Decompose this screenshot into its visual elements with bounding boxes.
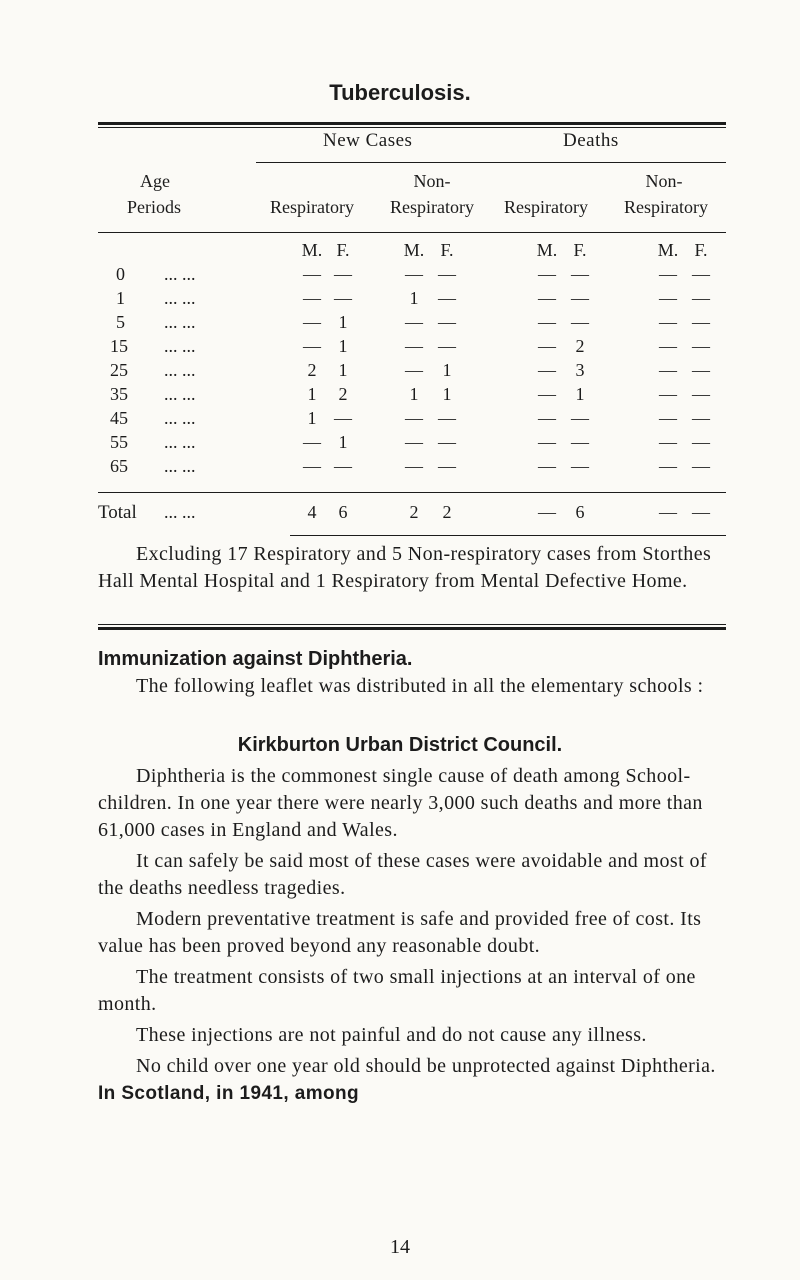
table-cell: — <box>659 336 677 356</box>
table-cell: 6 <box>575 502 585 522</box>
sex-label: M. <box>301 240 323 260</box>
age-label: 25 <box>110 360 128 380</box>
table-cell: — <box>538 336 556 356</box>
sex-label: F. <box>440 240 454 260</box>
table-cell: 3 <box>575 360 585 380</box>
table-cell: — <box>659 456 677 476</box>
table-cell: — <box>438 408 456 428</box>
section-heading: Immunization against Diphtheria. <box>98 648 413 670</box>
leader-dots: ... ... <box>164 360 196 380</box>
table-cell: 1 <box>338 312 348 332</box>
table-cell: — <box>405 336 423 356</box>
table-cell: — <box>303 288 321 308</box>
table-cell: 2 <box>575 336 585 356</box>
page-number: 14 <box>390 1236 410 1258</box>
table-cell: — <box>303 456 321 476</box>
table-cell: — <box>303 336 321 356</box>
col-nonresp2-line1: Non- <box>645 171 683 191</box>
table-cell: — <box>438 336 456 356</box>
sex-label: M. <box>657 240 679 260</box>
header-deaths: Deaths <box>563 130 619 151</box>
table-cell: — <box>405 408 423 428</box>
table-cell: — <box>303 264 321 284</box>
paragraph: Diphtheria is the commonest single cause of death among School-children. In one year there were nearly 3,000 such deaths and more than 61,000 cases in England and Wales. <box>98 765 703 841</box>
bottom-table-rule <box>290 535 726 536</box>
table-cell: — <box>571 456 589 476</box>
sex-label: M. <box>403 240 425 260</box>
paragraph: The treatment consists of two small injections at an interval of one month. <box>98 966 696 1015</box>
table-cell: — <box>438 312 456 332</box>
table-cell: — <box>692 312 710 332</box>
table-cell: — <box>692 360 710 380</box>
paragraph: These injections are not painful and do not cause any illness. <box>136 1024 647 1046</box>
total-label: Total <box>98 502 137 523</box>
leader-dots: ... ... <box>164 336 196 356</box>
excluding-note <box>98 541 726 595</box>
table-cell: — <box>538 384 556 404</box>
table-cell: — <box>538 502 556 522</box>
section-rule-thin <box>98 624 726 625</box>
header-new-cases: New Cases <box>323 130 413 151</box>
table-cell: — <box>659 384 677 404</box>
table-cell: — <box>438 432 456 452</box>
col-resp1: Respiratory <box>270 197 354 217</box>
intro-paragraph <box>98 673 726 700</box>
table-cell: — <box>659 408 677 428</box>
table-cell: — <box>571 408 589 428</box>
group-header-rule <box>256 162 726 163</box>
table-cell: — <box>438 264 456 284</box>
sex-label: F. <box>573 240 587 260</box>
table-cell: — <box>303 432 321 452</box>
col-nonresp1-line2: Respiratory <box>390 197 474 217</box>
leader-dots: ... ... <box>164 384 196 404</box>
table-cell: 1 <box>409 288 419 308</box>
age-label: 45 <box>110 408 128 428</box>
leader-dots: ... ... <box>164 288 196 308</box>
table-cell: — <box>405 456 423 476</box>
table-cell: — <box>659 502 677 522</box>
sex-label: M. <box>536 240 558 260</box>
leaflet-body <box>98 763 726 1107</box>
table-cell: — <box>334 408 352 428</box>
table-cell: — <box>692 432 710 452</box>
table-cell: — <box>659 288 677 308</box>
table-cell: — <box>538 360 556 380</box>
col-resp2: Respiratory <box>504 197 588 217</box>
table-cell: — <box>303 312 321 332</box>
age-label: 35 <box>110 384 128 404</box>
table-cell: — <box>659 360 677 380</box>
table-cell: — <box>659 432 677 452</box>
leader-dots: ... ... <box>164 264 196 284</box>
leader-dots: ... ... <box>164 408 196 428</box>
table-cell: — <box>692 502 710 522</box>
table-cell: 2 <box>338 384 348 404</box>
table-cell: — <box>659 264 677 284</box>
total-rule <box>98 492 726 493</box>
table-cell: — <box>405 432 423 452</box>
table-cell: 1 <box>338 432 348 452</box>
table-cell: 1 <box>442 360 452 380</box>
table-cell: — <box>692 384 710 404</box>
table-cell: — <box>571 312 589 332</box>
table-cell: 1 <box>338 336 348 356</box>
paragraph-bold-text: In Scotland, in 1941, among <box>98 1083 360 1104</box>
table-cell: — <box>405 312 423 332</box>
table-cell: — <box>538 264 556 284</box>
table-cell: 1 <box>307 408 317 428</box>
table-cell: — <box>571 264 589 284</box>
table-cell: 4 <box>307 502 317 522</box>
table-cell: — <box>334 288 352 308</box>
table-cell: 1 <box>409 384 419 404</box>
table-cell: — <box>571 432 589 452</box>
table-cell: — <box>405 360 423 380</box>
paragraph: It can safely be said most of these cases were avoidable and most of the deaths needless tragedies. <box>98 850 707 899</box>
col-nonresp1-line1: Non- <box>413 171 451 191</box>
table-cell: — <box>538 312 556 332</box>
leader-dots: ... ... <box>164 432 196 452</box>
age-label: 65 <box>110 456 128 476</box>
paragraph <box>98 1053 726 1107</box>
sex-label: F. <box>694 240 708 260</box>
table-cell: — <box>538 288 556 308</box>
table-cell: — <box>692 456 710 476</box>
table-cell: 6 <box>338 502 348 522</box>
age-label: 0 <box>116 264 125 284</box>
table-cell: — <box>438 456 456 476</box>
table-cell: — <box>692 336 710 356</box>
paragraph: Modern preventative treatment is safe and provided free of cost. Its value has been proved beyond any reasonable doubt. <box>98 908 702 957</box>
table-cell: 1 <box>575 384 585 404</box>
table-cell: 1 <box>442 384 452 404</box>
table-cell: — <box>334 456 352 476</box>
top-rule-thin <box>98 127 726 128</box>
paragraph-text: No child over one year old should be unprotected against Diphtheria. <box>136 1055 716 1077</box>
table-cell: — <box>692 288 710 308</box>
col-age-line1: Age <box>140 171 170 191</box>
leader-dots: ... ... <box>164 456 196 476</box>
age-label: 15 <box>110 336 128 356</box>
table-cell: — <box>692 408 710 428</box>
col-age-line2: Periods <box>127 197 181 217</box>
table-cell: 1 <box>338 360 348 380</box>
sex-label: F. <box>336 240 350 260</box>
table-cell: 1 <box>307 384 317 404</box>
intro-text: The following leaflet was distributed in all the elementary schools : <box>136 675 704 697</box>
leader-dots: ... ... <box>164 502 196 522</box>
table-cell: — <box>538 456 556 476</box>
col-nonresp2-line2: Respiratory <box>624 197 708 217</box>
table-cell: — <box>334 264 352 284</box>
table-cell: — <box>692 264 710 284</box>
table-cell: — <box>659 312 677 332</box>
header-rule <box>98 232 726 233</box>
leader-dots: ... ... <box>164 312 196 332</box>
table-cell: 2 <box>307 360 317 380</box>
age-label: 5 <box>116 312 125 332</box>
council-heading: Kirkburton Urban District Council. <box>237 734 563 756</box>
age-label: 1 <box>116 288 125 308</box>
top-rule-thick <box>98 122 726 125</box>
section-rule-thick <box>98 627 726 630</box>
table-cell: — <box>571 288 589 308</box>
age-label: 55 <box>110 432 128 452</box>
table-cell: — <box>438 288 456 308</box>
table-cell: 2 <box>442 502 452 522</box>
excluding-note-text: Excluding 17 Respiratory and 5 Non-respiratory cases from Storthes Hall Mental Hospital and 1 Respiratory from Mental Defective Home. <box>98 543 712 592</box>
table-cell: — <box>405 264 423 284</box>
table-cell: — <box>538 432 556 452</box>
table-cell: 2 <box>409 502 419 522</box>
table-cell: — <box>538 408 556 428</box>
page-title: Tuberculosis. <box>329 80 471 105</box>
